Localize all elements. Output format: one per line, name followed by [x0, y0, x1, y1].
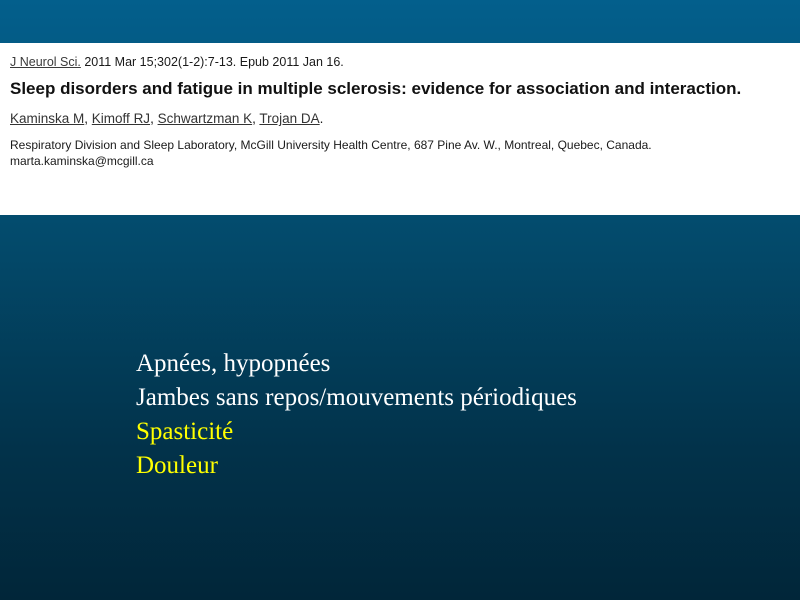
- author-email: marta.kaminska@mcgill.ca: [10, 154, 154, 168]
- author-link-kimoff[interactable]: Kimoff RJ: [91, 111, 151, 126]
- article-title: Sleep disorders and fatigue in multiple sclerosis: evidence for association and interaction.: [10, 79, 742, 98]
- journal-details: 2011 Mar 15;302(1-2):7-13. Epub 2011 Jan 16.: [80, 55, 344, 69]
- affiliation: [10, 137, 790, 169]
- bullet-spasticity: Spasticité: [136, 418, 234, 445]
- author-separator: ,: [150, 111, 158, 126]
- author-link-schwartzman[interactable]: Schwartzman K: [157, 111, 253, 126]
- bullet-list: [136, 347, 577, 483]
- citation-panel: [0, 43, 800, 215]
- bullet-pain: Douleur: [136, 452, 218, 479]
- journal-line: [10, 54, 790, 70]
- author-separator: ,: [84, 111, 92, 126]
- author-end: .: [319, 111, 324, 126]
- author-separator: ,: [252, 111, 260, 126]
- affiliation-text: Respiratory Division and Sleep Laboratory, McGill University Health Centre, 687 Pine Av. W., Montreal, Quebec, Canada.: [10, 138, 652, 152]
- author-list: [10, 110, 790, 128]
- bullet-apnea: Apnées, hypopnées: [136, 350, 331, 377]
- author-link-kaminska[interactable]: Kaminska M: [10, 111, 85, 126]
- journal-link[interactable]: J Neurol Sci.: [10, 55, 81, 69]
- author-link-trojan[interactable]: Trojan DA: [259, 111, 320, 126]
- bullet-restless-legs: Jambes sans repos/mouvements périodiques: [136, 384, 577, 411]
